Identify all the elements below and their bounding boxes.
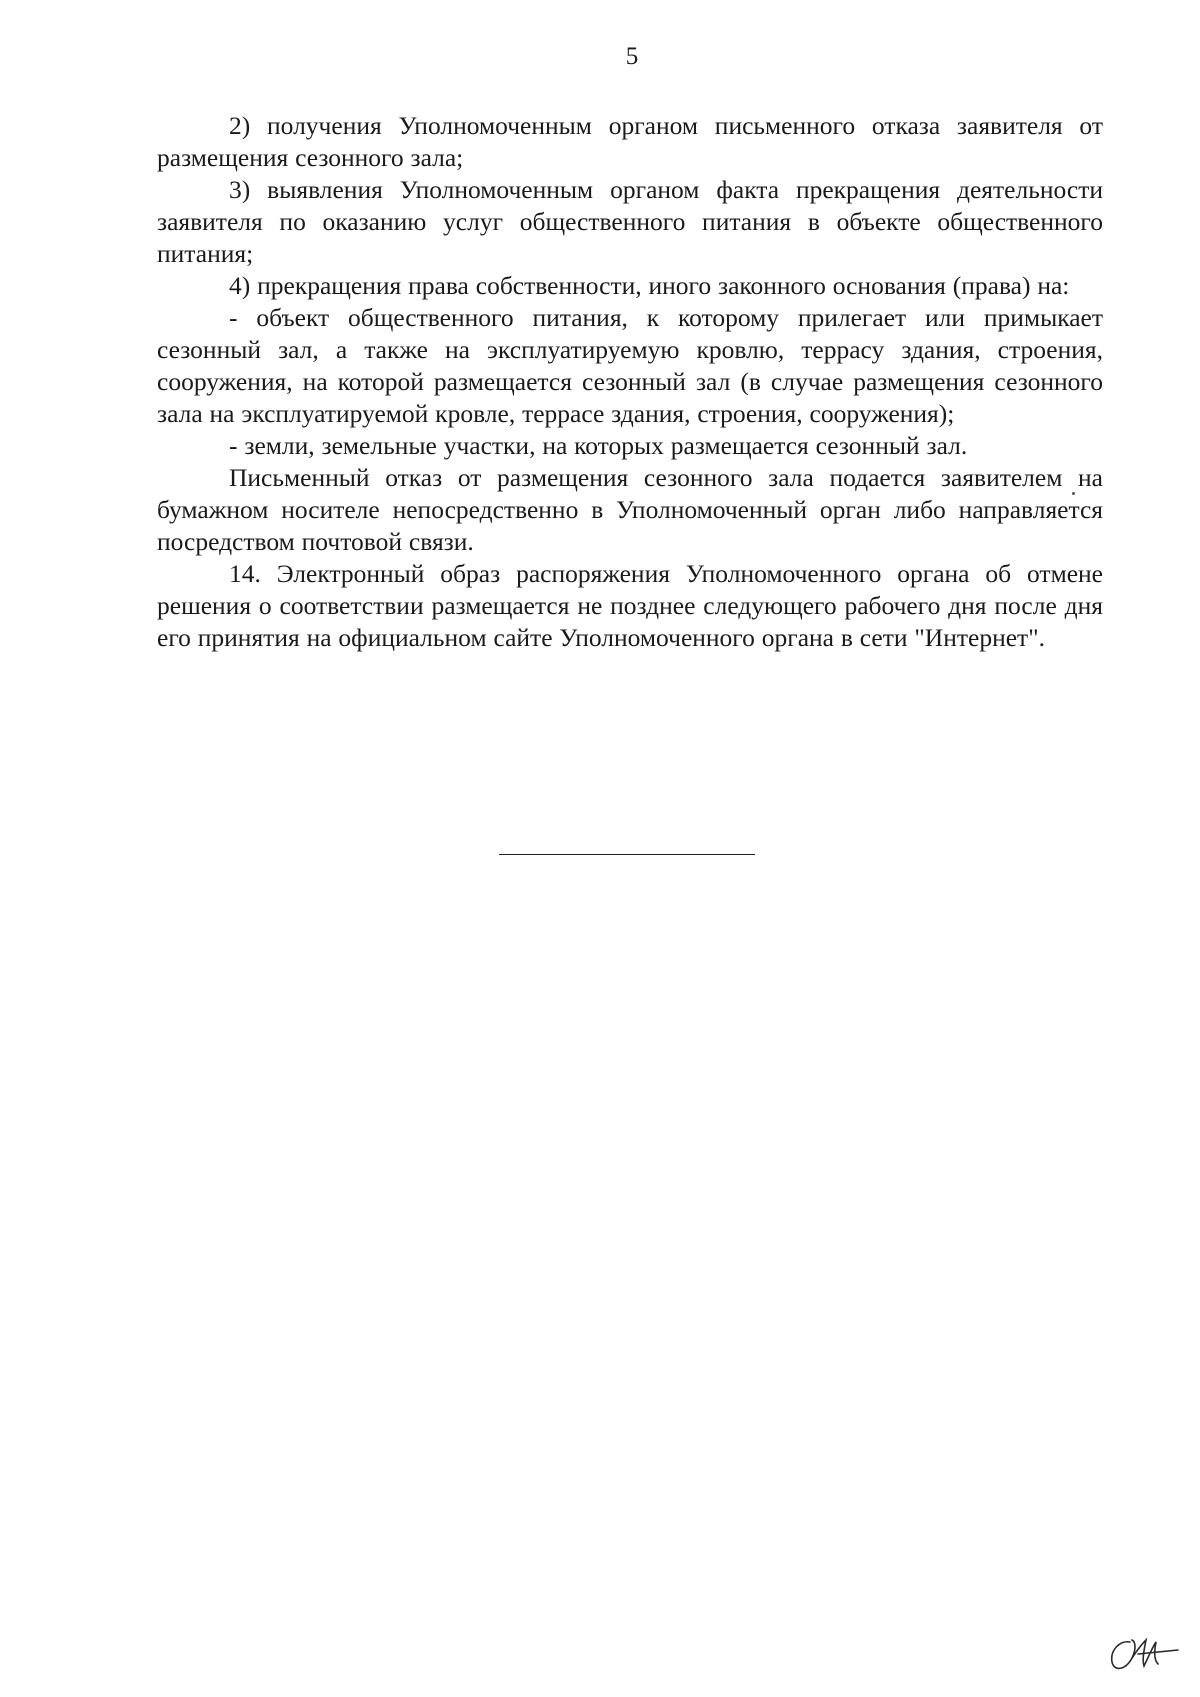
paragraph-item-2: 2) получения Уполномоченным органом письменного отказа заявителя от размещения сезонного зала; [157, 111, 1103, 172]
page-number: 5 [625, 43, 639, 70]
paragraph-subitem-land: - земли, земельные участки, на которых размещается сезонный зал. [229, 431, 968, 460]
paragraph-written-refusal: Письменный отказ от размещения сезонного зала подается заявителем на бумажном носителе непосредственно в Уполномоченный орган либо направляется посредством почтовой связи. [157, 463, 1103, 556]
scan-speck [1072, 492, 1075, 495]
paragraph-item-3: 3) выявления Уполномоченным органом факта прекращения деятельности заявителя по оказанию услуг общественного питания в объекте общественного питания; [157, 175, 1103, 268]
paragraph-clause-14: 14. Электронный образ распоряжения Уполномоченного органа об отмене решения о соответствии размещается не позднее следующего рабочего дня после дня его принятия на официальном сайте Уполномоченного органа в сети "Интернет". [157, 559, 1103, 652]
paragraph-item-4: 4) прекращения права собственности, иного законного основания (права) на: [229, 271, 1070, 300]
signature-initials-icon [1102, 1628, 1182, 1676]
paragraph-subitem-object: - объект общественного питания, к которому прилегает или примыкает сезонный зал, а также на эксплуатируемую кровлю, террасу здания, строения, сооружения, на которой размещается сезонный зал (в случае размещения сезонного зала на эксплуатируемой кровле, террасе здания, строения, сооружения); [157, 303, 1103, 428]
document-body [157, 110, 1103, 654]
end-separator-line [499, 854, 755, 855]
